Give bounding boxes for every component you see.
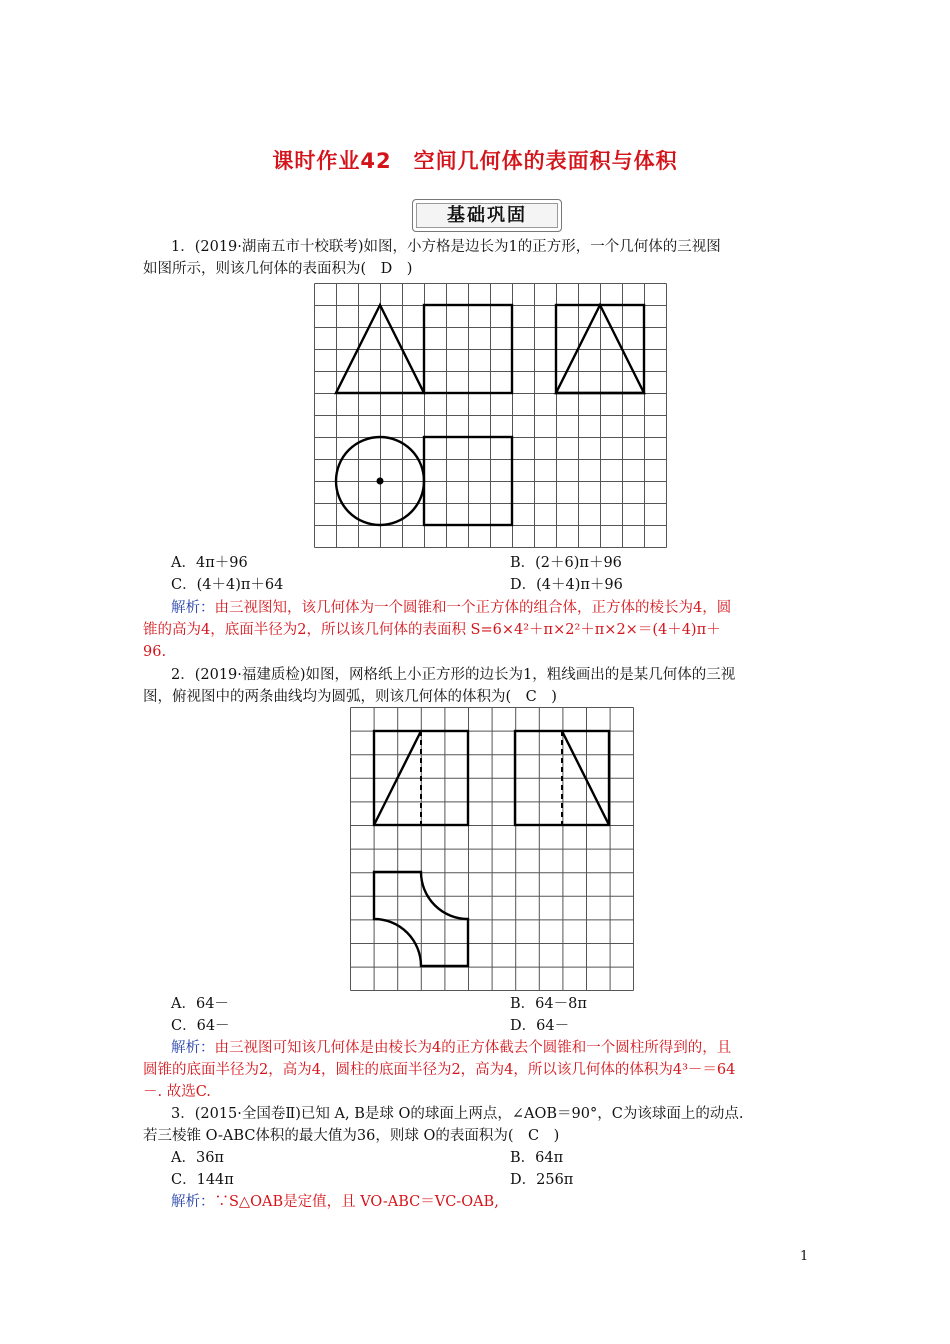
q2-solution-line2: 圆锥的底面半径为2，高为4，圆柱的底面半径为2，高为4，所以该几何体的体积为4³－＝64 xyxy=(143,1062,736,1078)
q1-grid xyxy=(315,284,667,548)
q3-stem-close: ) xyxy=(539,1128,560,1144)
q1-solution-line2: 锥的高为4，底面半径为2，所以该几何体的表面积 S=6×4²＋π×2²＋π×2×＝(4＋4)π＋ xyxy=(143,622,721,638)
q2-option-c: C．64－ xyxy=(171,1018,230,1034)
page-title: 课时作业42 空间几何体的表面积与体积 xyxy=(272,149,678,173)
q3-solution-text1: ∵S△OAB是定值，且 VO-ABC＝VC-OAB, xyxy=(214,1194,499,1210)
q3-option-a: A．36π xyxy=(171,1150,224,1166)
q1-circle-center-dot xyxy=(377,478,384,485)
q2-answer: C xyxy=(525,689,537,705)
q1-answer: D xyxy=(380,261,393,277)
q3-option-d: D．256π xyxy=(510,1172,574,1188)
page-number: 1 xyxy=(800,1249,809,1264)
section-badge-label: 基础巩固 xyxy=(447,205,527,226)
q2-solution-line3: －. 故选C. xyxy=(143,1084,211,1100)
q2-stem-text: 图，俯视图中的两条曲线均为圆弧，则该几何体的体积为( xyxy=(143,689,526,705)
q3-solution-label: 解析： xyxy=(171,1194,215,1210)
q2-option-a: A．64－ xyxy=(171,996,229,1012)
section-badge xyxy=(412,199,562,232)
q1-stem-text: 如图所示，则该几何体的表面积为( xyxy=(143,261,381,277)
q1-option-a: A．4π＋96 xyxy=(171,555,248,571)
q2-stem-close: ) xyxy=(536,689,557,705)
q1-solution-line1 xyxy=(171,597,731,619)
q1-option-b: B．(2＋6)π＋96 xyxy=(510,555,622,571)
q3-answer: C xyxy=(528,1128,540,1144)
q2-grid xyxy=(351,708,634,991)
q2-option-d: D．64－ xyxy=(510,1018,570,1034)
q1-three-view-figure xyxy=(314,283,668,550)
q1-solution-line3: 96. xyxy=(143,644,167,660)
q1-solution-label: 解析： xyxy=(171,600,215,616)
q3-stem-text: 若三棱锥 O-ABC体积的最大值为36，则球 O的表面积为( xyxy=(143,1128,529,1144)
q2-stem-line2 xyxy=(143,686,557,708)
q3-stem-line2 xyxy=(143,1125,559,1147)
q1-stem-close: ) xyxy=(392,261,413,277)
q1-option-c: C．(4＋4)π＋64 xyxy=(171,577,284,593)
q1-solution-text1: 由三视图知，该几何体为一个圆锥和一个正方体的组合体，正方体的棱长为4，圆 xyxy=(214,600,732,616)
q3-solution-line1 xyxy=(171,1191,499,1213)
q2-option-b: B．64－8π xyxy=(510,996,587,1012)
q3-option-b: B．64π xyxy=(510,1150,564,1166)
q2-three-view-figure xyxy=(350,707,635,991)
q2-solution-label: 解析： xyxy=(171,1040,215,1056)
q1-option-d: D．(4＋4)π＋96 xyxy=(510,577,623,593)
q2-solution-text1: 由三视图可知该几何体是由棱长为4的正方体截去个圆锥和一个圆柱所得到的，且 xyxy=(214,1040,732,1056)
q1-stem-line2 xyxy=(143,258,412,280)
q1-stem-line1: 1．(2019·湖南五市十校联考)如图，小方格是边长为1的正方形，一个几何体的三视图 xyxy=(171,239,721,255)
q3-stem-line1: 3．(2015·全国卷Ⅱ)已知 A, B是球 O的球面上两点，∠AOB＝90°，C为该球面上的动点. xyxy=(171,1106,744,1122)
q2-solution-line1 xyxy=(171,1037,731,1059)
q3-option-c: C．144π xyxy=(171,1172,234,1188)
q2-stem-line1: 2．(2019·福建质检)如图，网格纸上小正方形的边长为1，粗线画出的是某几何体的三视 xyxy=(171,667,736,683)
